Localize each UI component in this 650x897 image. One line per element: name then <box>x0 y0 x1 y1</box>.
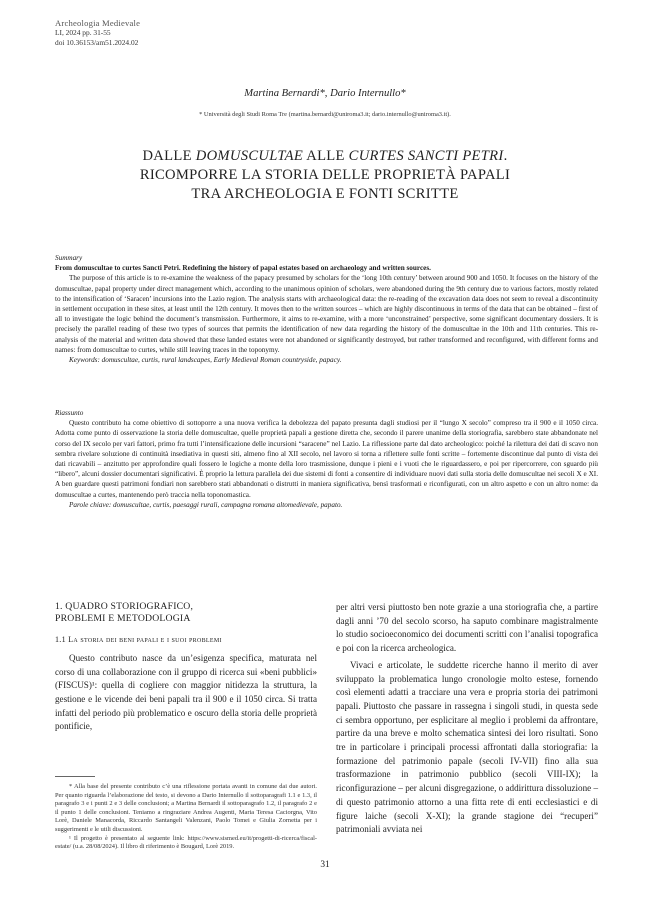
body-paragraph: Questo contributo nasce da un’esigenza specifica, maturata nel corso di una collaborazione con il gruppo di ricerca sui «beni pubblici» (FISCUS)¹: quella di cogliere con maggior nitidezza la struttura, la gestione e le vicende dei beni papali tra il 900 e il 1050 circa. Si tratta infatti del periodo più problematico e oscuro della storia delle proprietà pontificie, <box>55 652 317 732</box>
riassunto-keywords: Parole chiave: domuscultae, curtis, paesaggi rurali, campagna romana altomedievale, papato. <box>69 500 343 509</box>
right-column <box>336 601 598 837</box>
riassunto-label: Riassunto <box>55 409 84 417</box>
article-title <box>0 147 650 204</box>
riassunto-body: Questo contributo ha come obiettivo di sottoporre a una nuova verifica la debolezza del papato presunta dagli studiosi per il “lungo X secolo” compreso tra il 900 e il 1050 circa. Adotta come punto di osservazione la storia delle domuscultae, quelle proprietà papali a gestione diretta che, secondo il parere unanime della storiografia, sarebbero state abbandonate nel corso del IX secolo per vari fattori, primo fra tutti l’intensificazione delle incursioni “saracene” nel Lazio. La riflessione parte dal dato archeologico: poiché la rilettura dei dati di scavo non sembra rivelare soluzione di continuità insediativa in questi siti, almeno fino al XII secolo, nel lavoro si torna a riflettere sulle fonti scritte – fortemente discontinue dal punto di vista dei dati ricavabili – anzitutto per approfondire quali fossero le logiche a monte della loro trasmissione, dunque i pieni e i vuoti che le riguardassero, e poi per ripercorrere, con sguardo più “libero”, alcuni dossier documentari significativi. È proprio la lettura parallela dei due sistemi di fonti a consentire di individuare nuovi dati sulla storia delle domuscultae nei secoli X e XI. A ben guardare questi patrimoni fondiari non sarebbero stati abbandonati o distrutti in maniera significativa, bensì trasformati e riconfigurati, con un altro aspetto e con un altro nome: da domuscultae a curtes, mantenendo però traccia nella toponomastica. <box>55 419 598 499</box>
section-heading-line-2: PROBLEMI E METODOLOGIA <box>55 612 191 624</box>
summary-section <box>55 253 598 365</box>
title-line-1 <box>0 147 650 166</box>
journal-doi: doi 10.36153/am51.2024.02 <box>55 38 139 47</box>
summary-body: The purpose of this article is to re-examine the weakness of the papacy presumed by scholars for the ‘long 10th century’ between around 900 and 1050. It focuses on the history of the domuscultae, papal property under direct management which, according to the unanimous opinion of scholars, were abandoned during the 9th century due to various factors, mostly related to the intensification of ‘Saracen’ incursions into the Lazio region. The analysis starts with archaeological data: the re-reading of the excavation data does not seem to reveal a discontinuity in settlement occupation in these sites, at least until the 12th century. It moves then to the written sources – which are highly discontinuous in terms of the data that can be obtained – first of all to investigate the logic behind the document’s transmission. Furthermore, it aims to re-examine, with a more ‘unconstrained’ perspective, some significant documentary dossiers. It is precisely the parallel reading of these two types of sources that permits the identification of new data regarding the history of the domuscultae in the 10th and 11th centuries. This re-analysis of the material and written data showed that these landed estates were not abandoned or significantly destroyed, but rather transformed and reconfigured, with different forms and names: from domuscultae to curtes, while still leaving traces in the toponymy. <box>55 274 598 354</box>
footnote-rule <box>55 776 95 777</box>
page-number: 31 <box>320 860 330 870</box>
journal-name: Archeologia Medievale <box>55 18 141 28</box>
summary-keywords: Keywords: domuscultae, curtis, rural landscapes, Early Medieval Roman countryside, papacy. <box>69 356 342 365</box>
footnote-star: * Alla base del presente contributo c’è una riflessione portata avanti in comune dai due autori. Per quanto riguarda l’elaborazione del testo, si devono a Dario Internullo il sottoparagrafi 1.1 e 1.3, il paragrafo 3 e i punti 2 e 3 delle conclusioni; a Martina Bernardi il sottoparagrafo 1.2, il paragrafo 2 e il punto 1 delle conclusioni. Teniamo a ringraziare Andrea Augenti, Maria Teresa Caciorgna, Vito Lorè, Daniele Manacorda, Riccardo Santangeli Valenzani, Paolo Tomei e Giulia Zornetta per i suggerimenti e le utili discussioni. <box>55 783 317 833</box>
body-paragraph: Vivaci e articolate, le suddette ricerche hanno il merito di aver sviluppato la problematica lungo cronologie molto estese, fornendo così elementi adatti a tracciare una vera e propria storia dei patrimoni papali. Piuttosto che passare in rassegna i singoli studi, in questa sede ci sembra opportuno, per esplicitare al meglio i problemi da affrontare, partire da una breve e molto schematica sintesi dei loro risultati. Sono tre in particolare i principali processi affrontati dalla storiografia: la formazione del patrimonio papale (secoli IV-VII) fino alla sua trasformazione in patrimonio pubblico (secoli VIII-IX); la riconfigurazione – per alcuni disgregazione, o addirittura dissoluzione – di questo patrimonio attorno a una fitta rete di enti ecclesiastici e di figure laiche (secoli X-XI); la grande stagione dei “recuperi” patrimoniali avviata nei <box>336 659 598 835</box>
title-part-italic: DOMUSCULTAE <box>195 148 304 164</box>
summary-label: Summary <box>55 254 83 262</box>
footnote-1: ¹ Il progetto è presentato al seguente link: https://www.sismed.eu/it/progetti-di-ricerca/fiscal-estate/ (u.a. 28/08/2024). Il libro di riferimento è Bougard, Lorè 2019. <box>55 834 317 851</box>
subsection-number: 1.1 <box>55 635 69 645</box>
section-heading <box>55 601 317 624</box>
subsection-title: La storia dei beni papali e i suoi problemi <box>68 635 222 645</box>
title-part-italic: CURTES SANCTI PETRI <box>348 148 504 164</box>
title-part: ALLE <box>303 148 349 164</box>
title-part: DALLE <box>142 148 196 164</box>
riassunto-section <box>55 408 598 510</box>
body-paragraph: per altri versi piuttosto ben note grazie a una storiografia che, a partire dagli anni ’70 del secolo scorso, ha saputo combinare magistralmente lo studio socioeconomico dei documenti scritti con l’analisi topografica e poi con la ricerca archeologica. <box>336 602 598 654</box>
journal-header <box>55 18 140 48</box>
summary-heading: From domuscultae to curtes Sancti Petri. Redefining the history of papal estates based on archaeology and written sources. <box>55 264 431 273</box>
title-part: . <box>503 148 508 164</box>
title-line-2: RICOMPORRE LA STORIA DELLE PROPRIETÀ PAPALI <box>139 167 511 183</box>
section-heading-line-1: 1. QUADRO STORIOGRAFICO, <box>55 601 194 612</box>
authors: Martina Bernardi*, Dario Internullo* <box>244 88 406 99</box>
subsection-heading <box>55 633 317 647</box>
affiliation: * Università degli Studi Roma Tre (martina.bernardi@uniroma3.it; dario.internullo@uniroma3.it). <box>199 111 451 118</box>
footnotes <box>55 783 317 852</box>
left-column <box>55 601 317 734</box>
title-line-3: TRA ARCHEOLOGIA E FONTI SCRITTE <box>191 186 459 202</box>
journal-volume: LI, 2024 pp. 31-55 <box>55 28 111 37</box>
